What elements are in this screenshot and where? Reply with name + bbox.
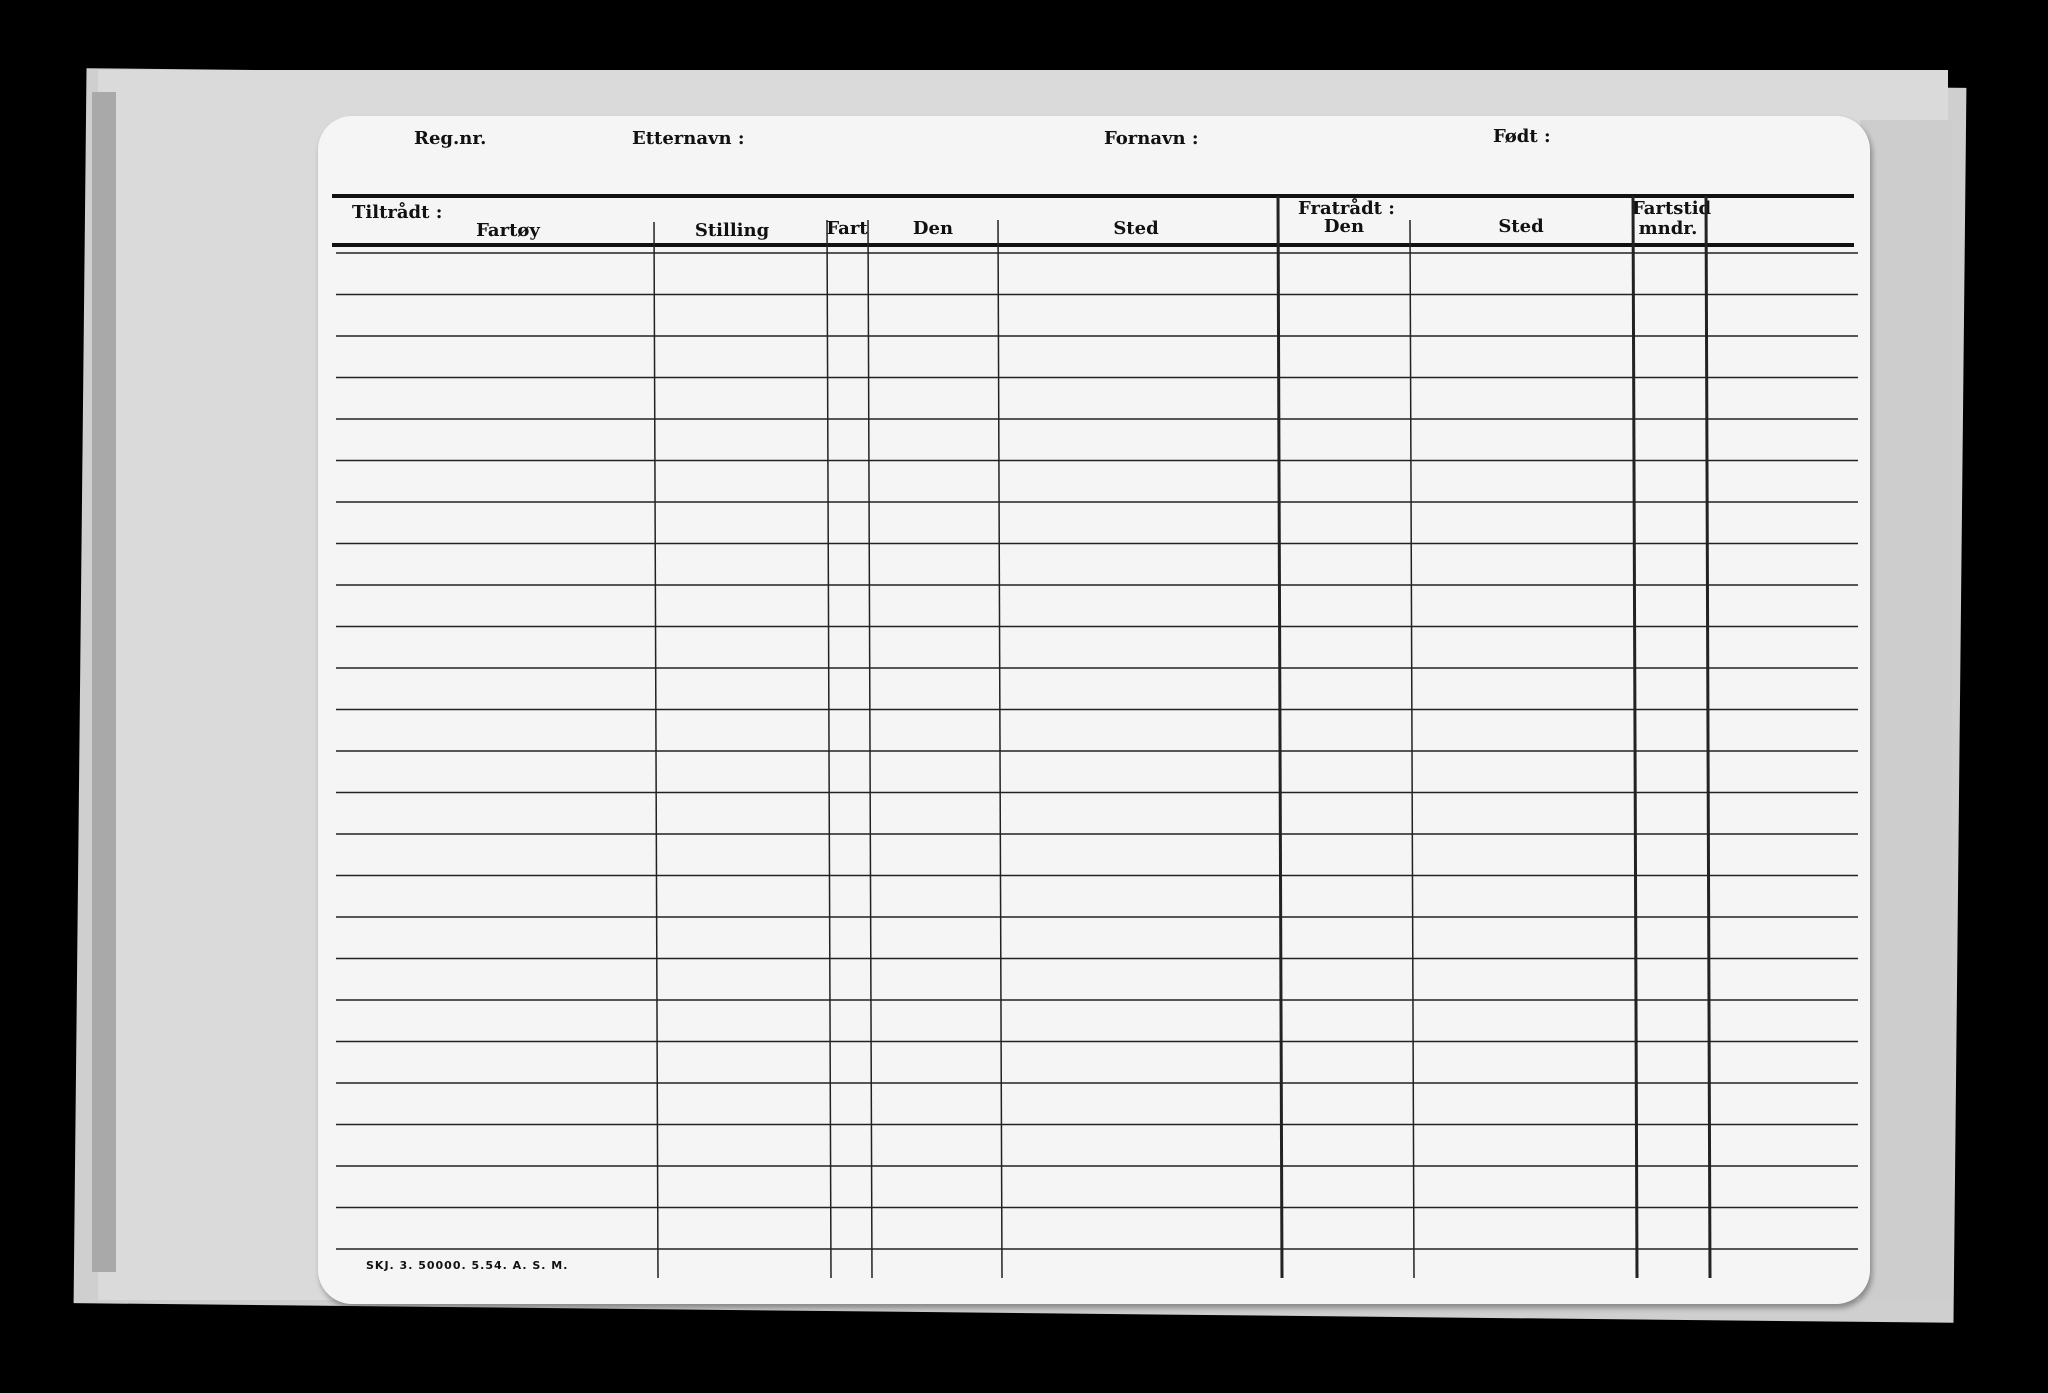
reg-nr-label: Reg.nr. [414,128,487,149]
column-rule [998,220,1002,1278]
seaman-record-card [318,116,1870,1304]
col-sted-fratradt: Sted [1498,216,1544,237]
fornavn-label: Fornavn : [1104,128,1199,149]
record-grid [318,116,1870,1304]
column-rule [1706,196,1710,1278]
col-stilling: Stilling [694,220,770,241]
col-sted-tiltradt: Sted [1113,218,1159,239]
card-stack-edge [92,92,116,1272]
col-fart: Fart [826,218,868,239]
tiltradt-label: Tiltrådt : [352,202,443,223]
column-rule [1278,196,1282,1278]
column-rule [1410,220,1414,1278]
column-rule [654,222,658,1278]
col-fartstid: Fartstid [1632,198,1712,219]
card-stack-right-edge [1860,120,1952,1300]
column-rule [868,220,872,1278]
form-print-note: SKJ. 3. 50000. 5.54. A. S. M. [366,1259,569,1272]
column-rule [1633,196,1637,1278]
etternavn-label: Etternavn : [632,128,745,149]
fratradt-label: Fratrådt : [1298,198,1395,219]
col-den-fratradt: Den [1323,216,1365,237]
col-den-tiltradt: Den [912,218,954,239]
col-fartoy: Fartøy [476,220,540,241]
column-rule [827,220,831,1278]
col-mndr: mndr. [1638,218,1698,239]
fodt-label: Født : [1493,126,1551,147]
